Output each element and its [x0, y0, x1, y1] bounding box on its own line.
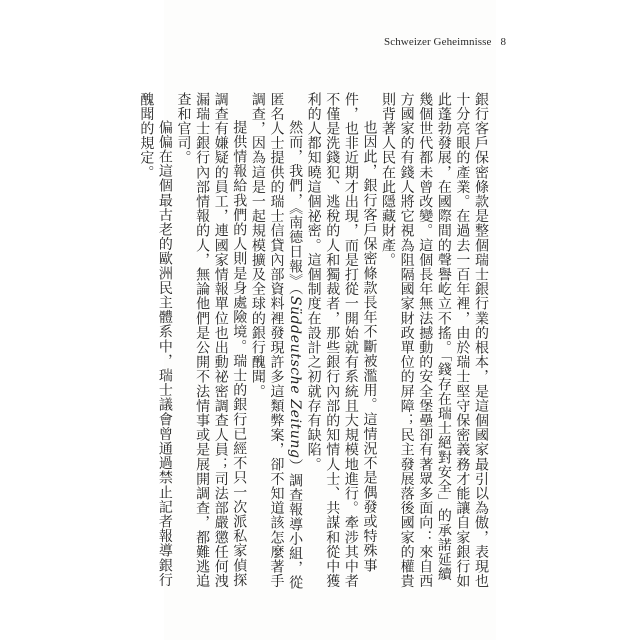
paragraph-1: 銀行客戶保密條款是整個瑞士銀行業的根本，是這個國家最引以為傲，表現也十分亮眼的產業。在過去一百年裡，由於瑞士堅守保密義務才能讓自家銀行如此蓬勃發展，在國際間的聲譽屹立不搖。「錢存在瑞士絕對安全」的承諾延續幾個世代都未曾改變。這個長年無法撼動的安全堡壘卻有著眾多面向：來自西方國家的有錢人將它視為阻隔國家財政單位的屏障；民主發展落後國家的權貴則背著人民在此隱藏財產。: [380, 92, 489, 589]
body-text: [137, 92, 490, 592]
paragraph-3: [248, 92, 304, 592]
paragraph-3-rest: ）調查報導小組，從匿名人士提供的瑞士信貸內部資料裡發現許多這類弊案，卻不知道該怎麼著手調查，因為這是一起規模擴及全球的銀行醜聞。: [249, 92, 304, 590]
paragraph-4: 提供情報給我們的人則是身處險境。瑞士的銀行已經不只一次派私家偵探調查有嫌疑的員工，連國家情報單位也出動祕密調查人員；司法部嚴懲任何洩漏瑞士銀行內部情報的人，無論他們是公開不法情事或是展開調查，都難逃追查和官司。: [175, 92, 248, 589]
running-header: [384, 36, 507, 56]
paragraph-3-lead: 然而，我們，《南德日報》（: [287, 120, 304, 296]
header-title: Schweizer Geheimnisse: [384, 36, 492, 48]
newspaper-german-name: Süddeutsche Zeitung: [287, 295, 304, 459]
paragraph-5: 偏偏在這個最古老的歐洲民主體系中，瑞士議會曾通過禁止記者報導銀行醜聞的規定。: [138, 92, 173, 588]
page-number: 8: [500, 36, 507, 48]
paragraph-2: 也因此，銀行客戶保密條款長年不斷被濫用。這情況不是偶發或特殊事件，也非近期才出現，而是打從一開始就有系統且大規模地進行。牽涉其中者不僅是洗錢犯、逃稅的人和獨裁者，那些銀行內部的知情人士、共謀和從中獲利的人都知曉這個祕密。這個制度在設計之初就存有缺陷。: [305, 92, 378, 589]
